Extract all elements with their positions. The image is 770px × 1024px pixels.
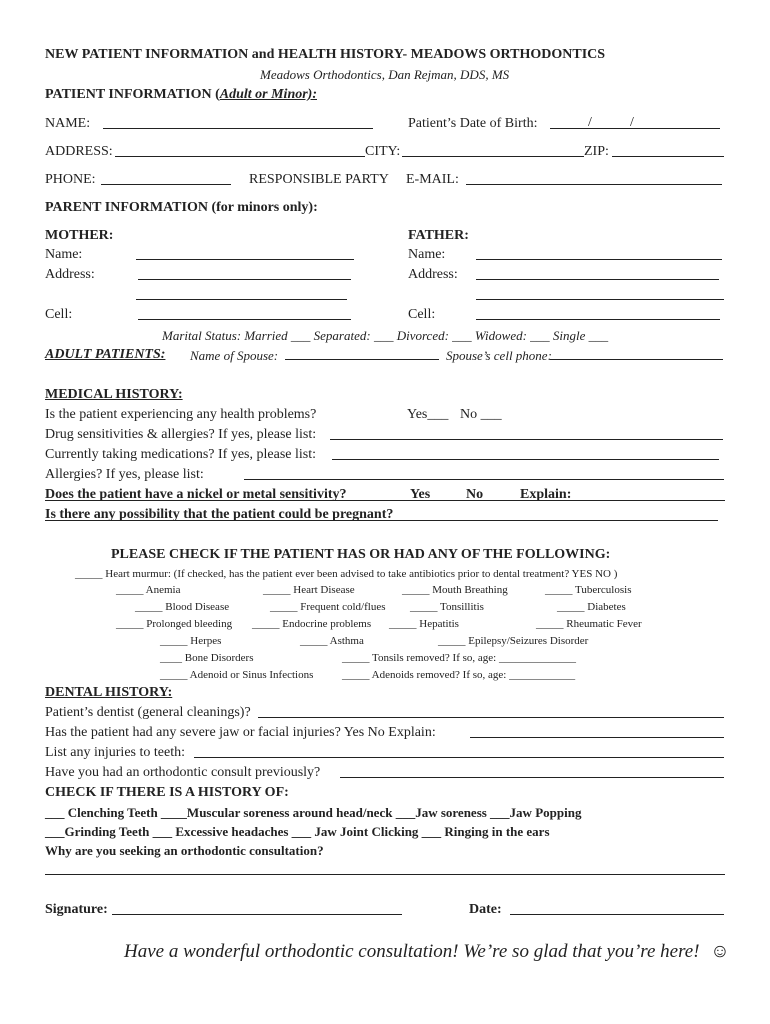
patient-info-heading: PATIENT INFORMATION (Adult or Minor): <box>45 87 317 102</box>
drug-sensitivities-field[interactable] <box>330 439 723 440</box>
phone-field[interactable] <box>101 184 231 185</box>
address-label: ADDRESS: <box>45 144 113 159</box>
name-label: NAME: <box>45 116 91 131</box>
dental-history-heading: DENTAL HISTORY: <box>45 685 173 700</box>
nickel-sensitivity-question: Does the patient have a nickel or metal sensitivity? <box>45 487 347 502</box>
email-label: E-MAIL: <box>406 172 459 187</box>
dob-separator: / <box>588 115 592 130</box>
form-subtitle: Meadows Orthodontics, Dan Rejman, DDS, MS <box>260 67 510 82</box>
city-label: CITY: <box>365 144 401 159</box>
health-problems-no[interactable]: No ___ <box>460 407 502 422</box>
check-blood-disease[interactable]: _____ Blood Disease <box>135 601 230 613</box>
dob-label: Patient’s Date of Birth: <box>408 116 538 131</box>
check-frequent-colds[interactable]: _____ Frequent cold/flues <box>270 601 386 613</box>
health-problems-yes[interactable]: Yes___ <box>407 407 449 422</box>
jaw-injuries-question: Has the patient had any severe jaw or facial injuries? Yes No Explain: <box>45 725 436 740</box>
nickel-sensitivity-line <box>45 500 725 501</box>
check-heart-disease[interactable]: _____ Heart Disease <box>263 584 355 596</box>
mother-address-field[interactable] <box>138 279 351 280</box>
check-prolonged-bleeding[interactable]: _____ Prolonged bleeding <box>116 618 233 630</box>
dentist-field[interactable] <box>258 717 724 718</box>
spouse-cell-label: Spouse’s cell phone: <box>446 348 552 363</box>
medical-history-heading: MEDICAL HISTORY: <box>45 387 183 402</box>
adult-or-minor-label: Adult or Minor): <box>219 87 317 102</box>
date-field[interactable] <box>510 914 724 915</box>
check-tonsils-removed[interactable]: _____ Tonsils removed? If so, age: ______________ <box>342 652 576 664</box>
mother-cell-label: Cell: <box>45 307 73 322</box>
closing-message: Have a wonderful orthodontic consultation! We’re so glad that you’re here! ☺ <box>124 941 730 962</box>
nickel-yes[interactable]: Yes <box>410 487 431 502</box>
zip-label: ZIP: <box>584 144 609 159</box>
check-adenoids-removed[interactable]: _____ Adenoids removed? If so, age: ____________ <box>342 669 576 681</box>
city-field[interactable] <box>402 156 584 157</box>
history-row-1[interactable]: ___ Clenching Teeth ____Muscular soreness around head/neck ___Jaw soreness ___Jaw Popping <box>45 805 582 820</box>
check-tonsillitis[interactable]: _____ Tonsillitis <box>410 601 484 613</box>
health-problems-question: Is the patient experiencing any health problems? <box>45 407 317 422</box>
allergies-field[interactable] <box>244 479 724 480</box>
spouse-name-label: Name of Spouse: <box>190 348 279 363</box>
allergies-question: Allergies? If yes, please list: <box>45 467 204 482</box>
medications-question: Currently taking medications? If yes, please list: <box>45 447 316 462</box>
check-mouth-breathing[interactable]: _____ Mouth Breathing <box>402 584 508 596</box>
signature-label: Signature: <box>45 902 108 917</box>
check-asthma[interactable]: _____ Asthma <box>300 635 364 647</box>
check-tuberculosis[interactable]: _____ Tuberculosis <box>545 584 632 596</box>
teeth-injuries-field[interactable] <box>194 757 724 758</box>
father-address-label: Address: <box>408 267 458 282</box>
spouse-cell-field[interactable] <box>550 359 723 360</box>
check-endocrine-problems[interactable]: _____ Endocrine problems <box>252 618 372 630</box>
name-field[interactable] <box>103 128 373 129</box>
consultation-reason-field[interactable] <box>45 874 725 875</box>
mother-heading: MOTHER: <box>45 228 114 243</box>
pregnancy-field[interactable] <box>45 520 718 521</box>
mother-name-field[interactable] <box>136 259 354 260</box>
check-epilepsy[interactable]: _____ Epilepsy/Seizures Disorder <box>438 635 589 647</box>
adult-patients-label: ADULT PATIENTS: <box>45 347 166 362</box>
father-address-field[interactable] <box>476 279 719 280</box>
father-cell-field[interactable] <box>476 319 720 320</box>
dob-separator: / <box>630 115 634 130</box>
zip-field[interactable] <box>612 156 724 157</box>
jaw-injuries-field[interactable] <box>470 737 724 738</box>
father-cell-label: Cell: <box>408 307 436 322</box>
father-address-line2[interactable] <box>476 299 724 300</box>
ortho-consult-field[interactable] <box>340 777 724 778</box>
history-of-heading: CHECK IF THERE IS A HISTORY OF: <box>45 785 289 800</box>
check-hepatitis[interactable]: _____ Hepatitis <box>389 618 459 630</box>
spouse-name-field[interactable] <box>285 359 439 360</box>
mother-name-label: Name: <box>45 247 83 262</box>
pregnancy-question: Is there any possibility that the patient could be pregnant? <box>45 507 394 522</box>
address-field[interactable] <box>115 156 365 157</box>
mother-address-line2[interactable] <box>136 299 347 300</box>
check-diabetes[interactable]: _____ Diabetes <box>557 601 626 613</box>
responsible-party-label: RESPONSIBLE PARTY <box>249 172 389 187</box>
smiley-icon: ☺ <box>710 941 730 962</box>
medications-field[interactable] <box>332 459 719 460</box>
form-title: NEW PATIENT INFORMATION and HEALTH HISTORY- MEADOWS ORTHODONTICS <box>45 47 606 62</box>
check-anemia[interactable]: _____ Anemia <box>116 584 181 596</box>
father-heading: FATHER: <box>408 228 469 243</box>
check-bone-disorders[interactable]: ____ Bone Disorders <box>160 652 254 664</box>
nickel-explain-label: Explain: <box>520 487 572 502</box>
consultation-reason-question: Why are you seeking an orthodontic consultation? <box>45 843 324 858</box>
phone-label: PHONE: <box>45 172 96 187</box>
date-label: Date: <box>469 902 502 917</box>
parent-info-heading: PARENT INFORMATION (for minors only): <box>45 200 318 215</box>
father-name-label: Name: <box>408 247 446 262</box>
dentist-question: Patient’s dentist (general cleanings)? <box>45 705 251 720</box>
dob-field[interactable] <box>550 128 720 129</box>
mother-cell-field[interactable] <box>138 319 351 320</box>
heart-murmur-item[interactable]: _____ Heart murmur: (If checked, has the patient ever been advised to take antibiotics prior to dental treatment? YES NO ) <box>75 568 618 580</box>
drug-sensitivities-question: Drug sensitivities & allergies? If yes, please list: <box>45 427 317 442</box>
check-rheumatic-fever[interactable]: _____ Rheumatic Fever <box>536 618 642 630</box>
nickel-no[interactable]: No <box>466 487 484 502</box>
teeth-injuries-question: List any injuries to teeth: <box>45 745 185 760</box>
checklist-heading: PLEASE CHECK IF THE PATIENT HAS OR HAD ANY OF THE FOLLOWING: <box>111 547 611 562</box>
history-row-2[interactable]: ___Grinding Teeth ___ Excessive headaches ___ Jaw Joint Clicking ___ Ringing in the ears <box>45 824 550 839</box>
check-herpes[interactable]: _____ Herpes <box>160 635 222 647</box>
signature-field[interactable] <box>112 914 402 915</box>
email-field[interactable] <box>466 184 722 185</box>
mother-address-label: Address: <box>45 267 95 282</box>
ortho-consult-question: Have you had an orthodontic consult previously? <box>45 765 321 780</box>
father-name-field[interactable] <box>476 259 722 260</box>
marital-status-line: Marital Status: Married ___ Separated: ___ Divorced: ___ Widowed: ___ Single ___ <box>162 328 609 343</box>
check-adenoid-infections[interactable]: _____ Adenoid or Sinus Infections <box>160 669 314 681</box>
